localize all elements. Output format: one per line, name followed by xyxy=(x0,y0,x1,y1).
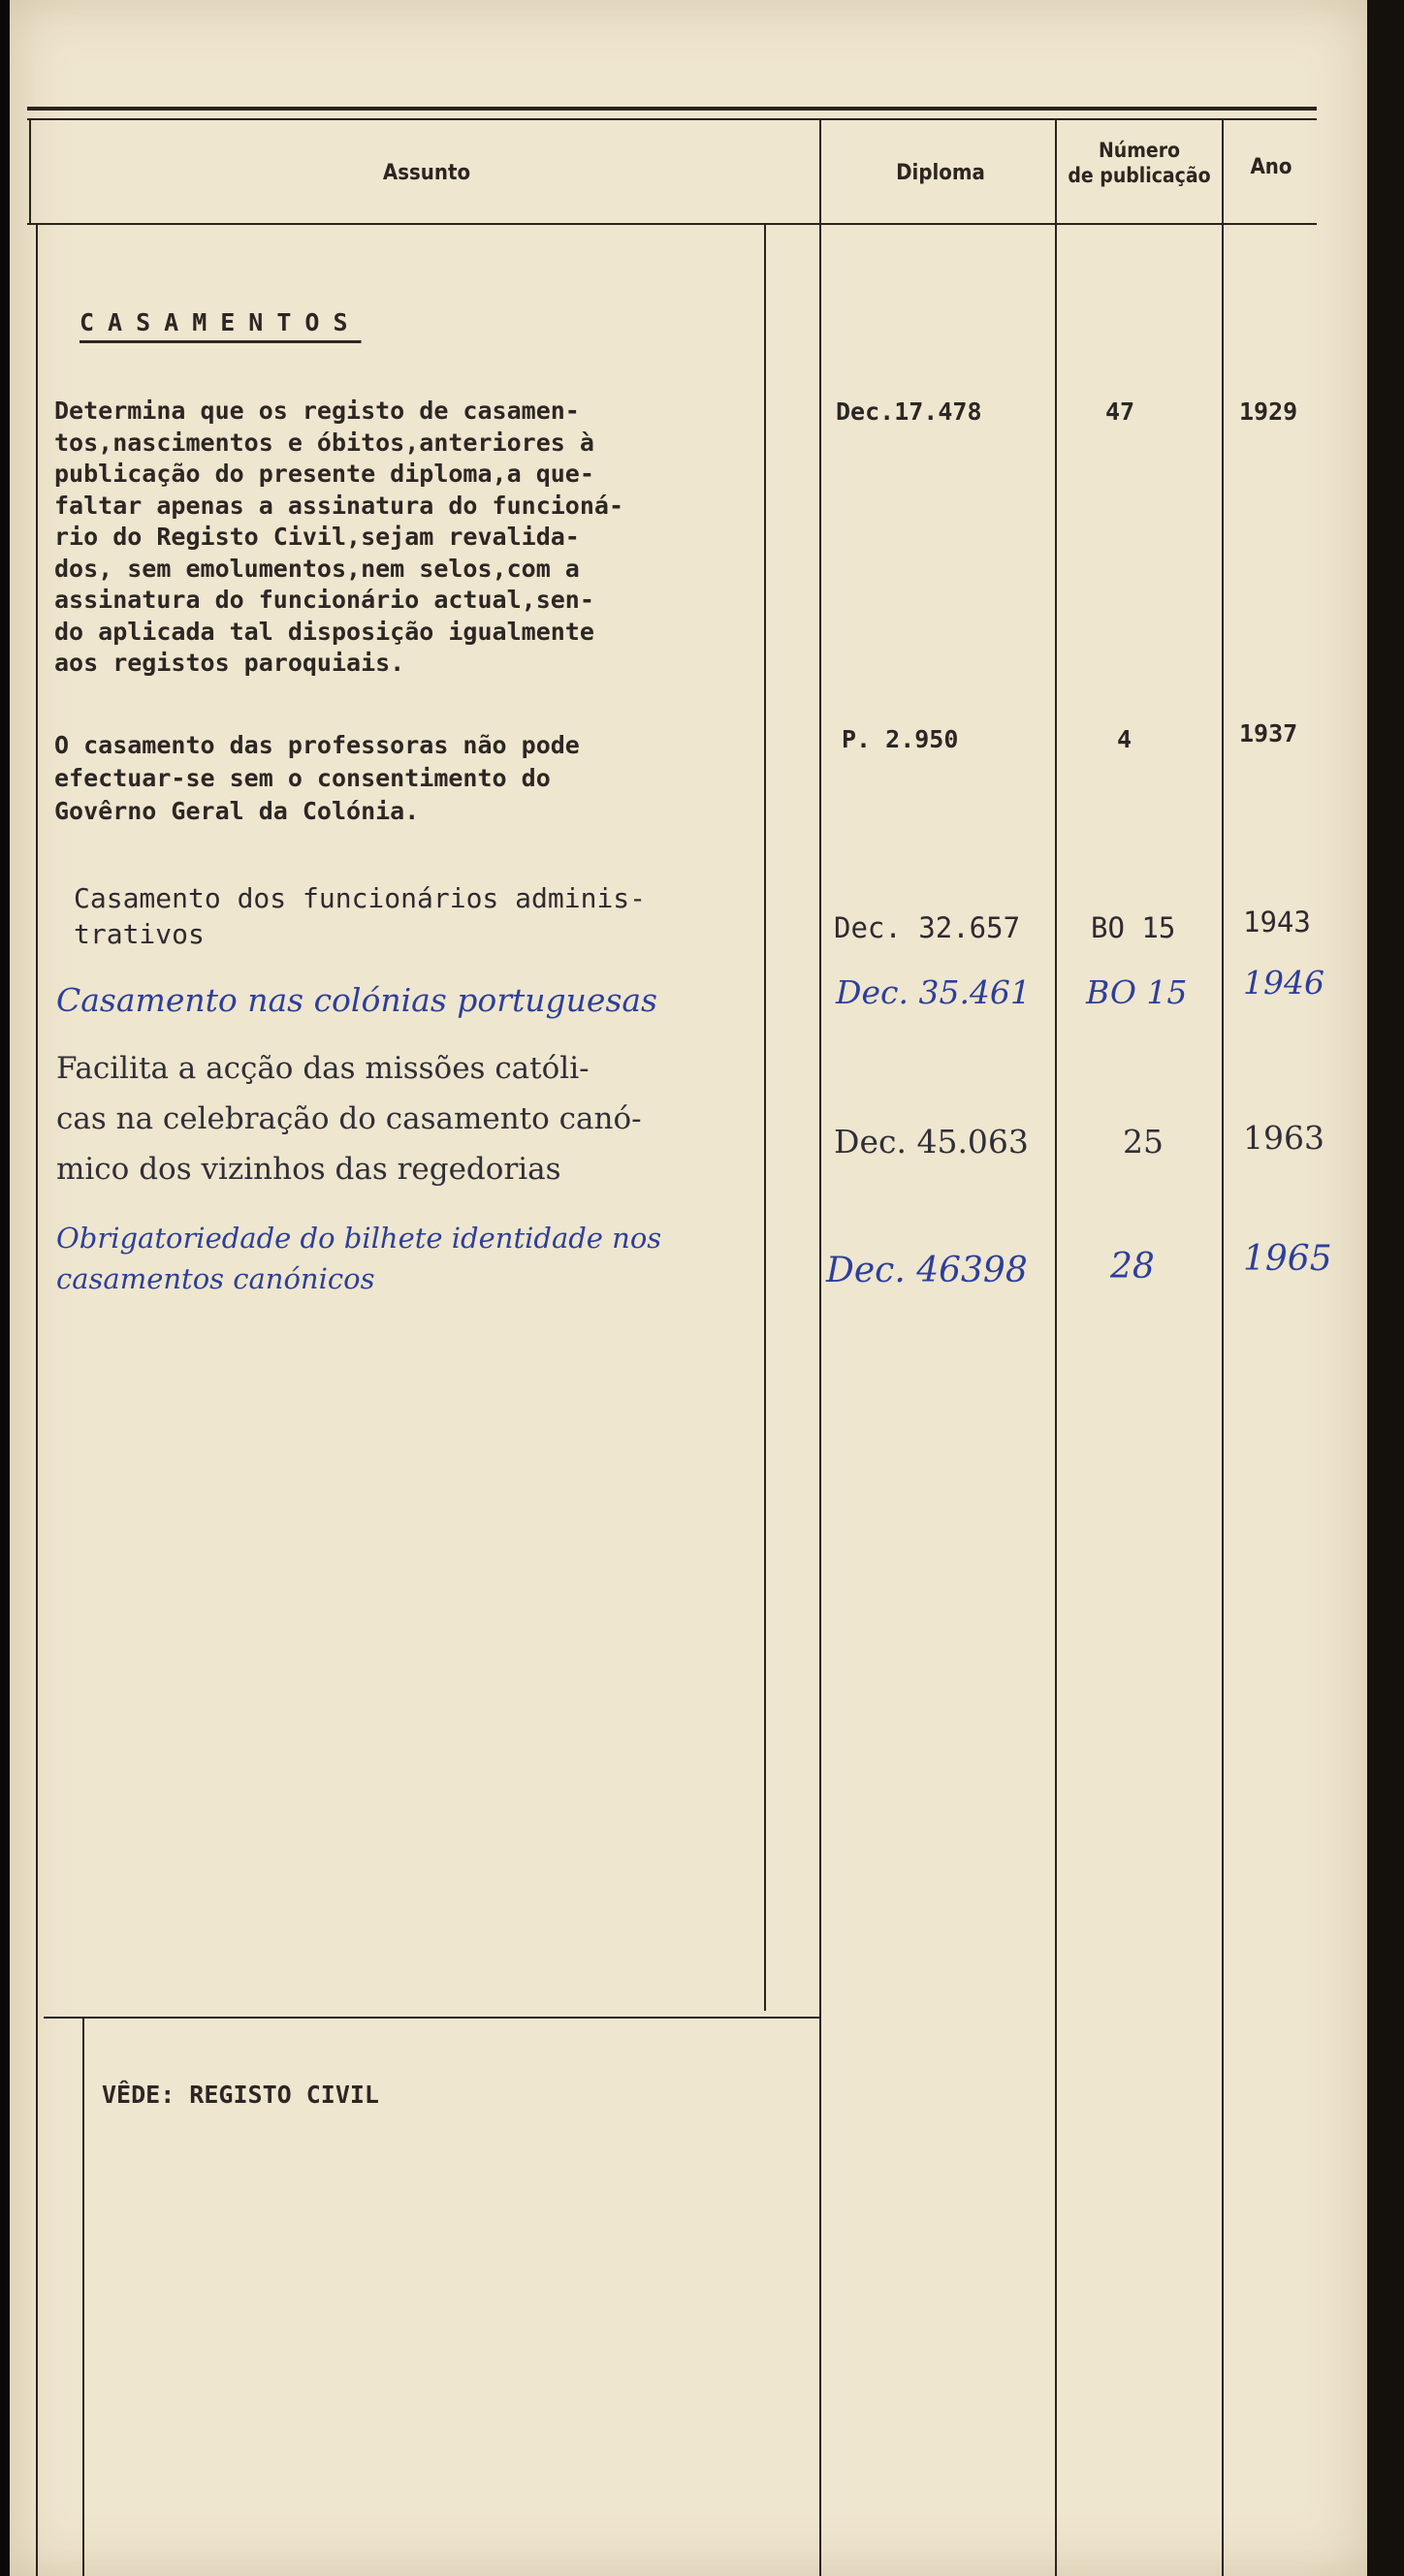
entry-3-diploma: Dec. 32.657 xyxy=(834,911,1021,944)
section-title: CASAMENTOS xyxy=(80,308,362,336)
entry-1-diploma: Dec.17.478 xyxy=(836,398,982,426)
header-assunto: Assunto xyxy=(382,161,471,185)
entry-6-diploma: Dec. 46398 xyxy=(826,1251,1028,1290)
header-ano: Ano xyxy=(1250,155,1292,179)
entry-2-diploma: P. 2.950 xyxy=(842,725,959,753)
header-bottom-rule xyxy=(27,223,1317,225)
top-rule-thin xyxy=(27,118,1317,120)
card-edge-shadow xyxy=(1367,0,1404,2576)
entry-4-ano: 1946 xyxy=(1243,964,1324,1002)
see-also-reference: VÊDE: REGISTO CIVIL xyxy=(102,2081,379,2109)
entry-1-ano: 1929 xyxy=(1239,398,1298,426)
entry-5-diploma: Dec. 45.063 xyxy=(834,1123,1029,1161)
entry-4-numero: BO 15 xyxy=(1086,973,1188,1011)
header-numero-publicacao: Número de publicação xyxy=(1068,139,1211,187)
entry-5-ano: 1963 xyxy=(1243,1119,1324,1157)
entry-6-assunto: Obrigatoriedade do bilhete identidade nos casamentos canónicos xyxy=(56,1222,662,1295)
entry-2-numero: 4 xyxy=(1117,725,1133,753)
see-also-inner-rule xyxy=(82,2019,84,2576)
entry-3-numero: BO 15 xyxy=(1091,911,1176,944)
left-outer-rule xyxy=(29,118,31,225)
entry-1-assunto: Determina que os registo de casamen- tos,nascimentos e óbitos,anteriores à publicação do presente diploma,a que- faltar apenas a assinatura do funcioná- rio do Registo Civil,sejam revalida- dos, sem emolumentos,nem selos,com a assinatura do funcionário actual,sen- do aplicada tal disposição igualmente aos registos paroquiais. xyxy=(54,397,623,677)
entry-6-ano: 1965 xyxy=(1243,1239,1332,1279)
bleed-through-background xyxy=(853,1396,1338,2269)
entry-6-numero: 28 xyxy=(1110,1247,1155,1287)
entry-4-diploma: Dec. 35.461 xyxy=(836,973,1031,1011)
entry-3-assunto: Casamento dos funcionários adminis- trativos xyxy=(74,882,647,950)
header-diploma: Diploma xyxy=(896,161,985,185)
assunto-left-margin-rule xyxy=(36,225,38,2576)
entry-1-numero: 47 xyxy=(1105,398,1135,426)
col-rule-diploma-numero xyxy=(1055,118,1057,2576)
entry-3-ano: 1943 xyxy=(1243,906,1311,938)
entry-2-ano: 1937 xyxy=(1239,719,1298,747)
entry-2-assunto: O casamento das professoras não pode efectuar-se sem o consentimento do Govêrno Geral da Colónia. xyxy=(54,731,580,825)
entry-4-assunto: Casamento nas colónias portuguesas xyxy=(56,981,657,1019)
entry-5-numero: 25 xyxy=(1123,1123,1164,1161)
top-rule-thick xyxy=(27,107,1317,111)
entry-5-assunto: Facilita a acção das missões católi- cas na celebração do casamento canó- mico dos vizinhos das regedorias xyxy=(56,1051,642,1187)
see-also-rule xyxy=(44,2017,819,2019)
col-rule-numero-ano xyxy=(1222,118,1224,2576)
